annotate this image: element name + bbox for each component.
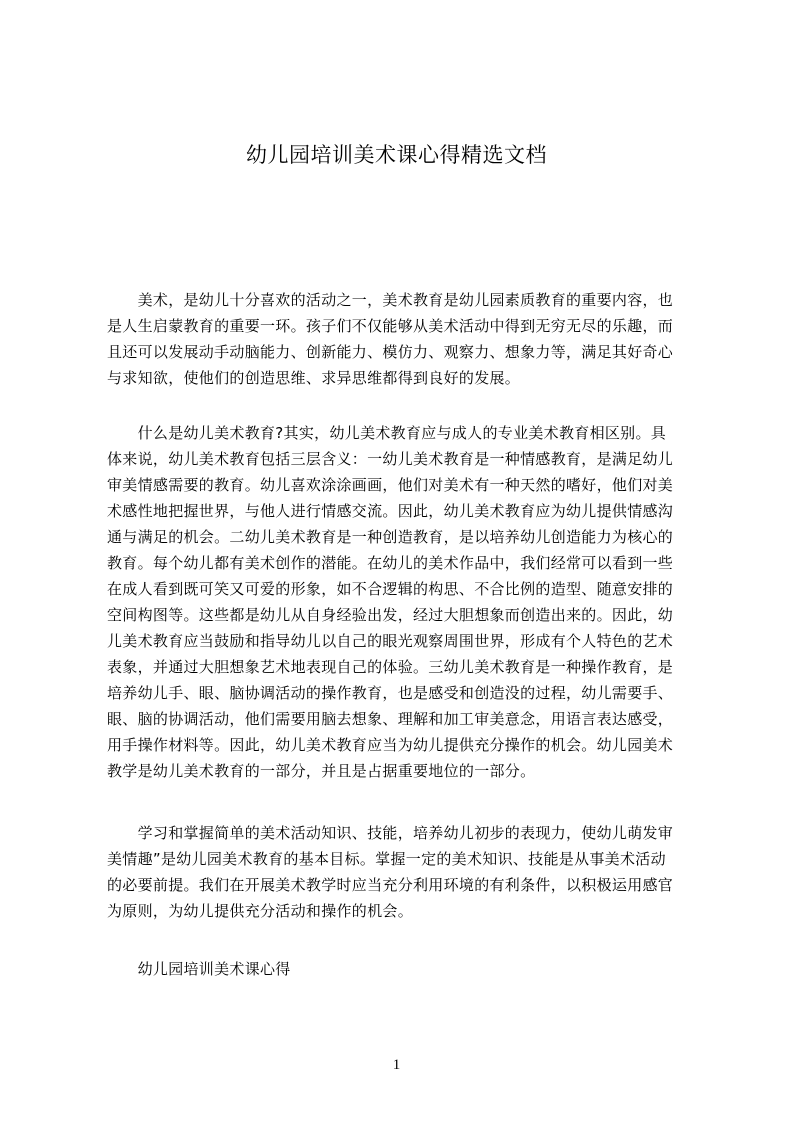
paragraph-intro: 美术，是幼儿十分喜欢的活动之一，美术教育是幼儿园素质教育的重要内容，也 是人生启蒙教育的重要一环。孩子们不仅能够从美术活动中得到无穷无尽的乐趣，而 且还可以发展动手动脑能力、创新能力、模仿力、观察力、想象力等，满足其好奇心 与求知欲，使他们的创造思维、求异思维都得到良好的发展。 <box>107 291 674 387</box>
paragraph-goals: 学习和掌握简单的美术活动知识、技能，培养幼儿初步的表现力，使幼儿萌发审 美情趣”是幼儿园美术教育的基本目标。掌握一定的美术知识、技能是从事美术活动 的必要前提。我们在开展美术教学时应当充分利用环境的有利条件，以积极运用感官 为原则，为幼儿提供充分活动和操作的机会。 <box>107 824 674 920</box>
section-heading: 幼儿园培训美术课心得 <box>107 960 291 978</box>
document-title: 幼儿园培训美术课心得精选文档 <box>246 143 547 167</box>
paragraph-definition: 什么是幼儿美术教育?其实，幼儿美术教育应与成人的专业美术教育相区别。具 体来说，幼儿美术教育包括三层含义：一幼儿美术教育是一种情感教育，是满足幼儿 审美情感需要的教育。幼儿喜欢涂涂画画，他们对美术有一种天然的嗜好，他们对美 术感性地把握世界，与他人进行情感交流。因此，幼儿美术教育应为幼儿提供情感沟 通与满足的机会。二幼儿美术教育是一种创造教育，是以培养幼儿创造能力为核心的 教育。每个幼儿都有美术创作的潜能。在幼儿的美术作品中，我们经常可以看到一些 在成人看到既可笑又可爱的形象，如不合逻辑的构思、不合比例的造型、随意安排的 空间构图等。这些都是幼儿从自身经验出发，经过大胆想象而创造出来的。因此，幼 儿美术教育应当鼓励和指导幼儿以自己的眼光观察周围世界，形成有个人特色的艺术 表象，并通过大胆想象艺术地表现自己的体验。三幼儿美术教育是一种操作教育，是 培养幼儿手、眼、脑协调活动的操作教育，也是感受和创造没的过程，幼儿需要手、 眼、脑的协调活动，他们需要用脑去想象、理解和加工审美意念，用语言表达感受， 用手操作材料等。因此，幼儿美术教育应当为幼儿提供充分操作的机会。幼儿园美术 教学是幼儿美术教育的一部分，并且是占据重要地位的一部分。 <box>107 424 674 780</box>
page-number: 1 <box>392 1057 401 1073</box>
